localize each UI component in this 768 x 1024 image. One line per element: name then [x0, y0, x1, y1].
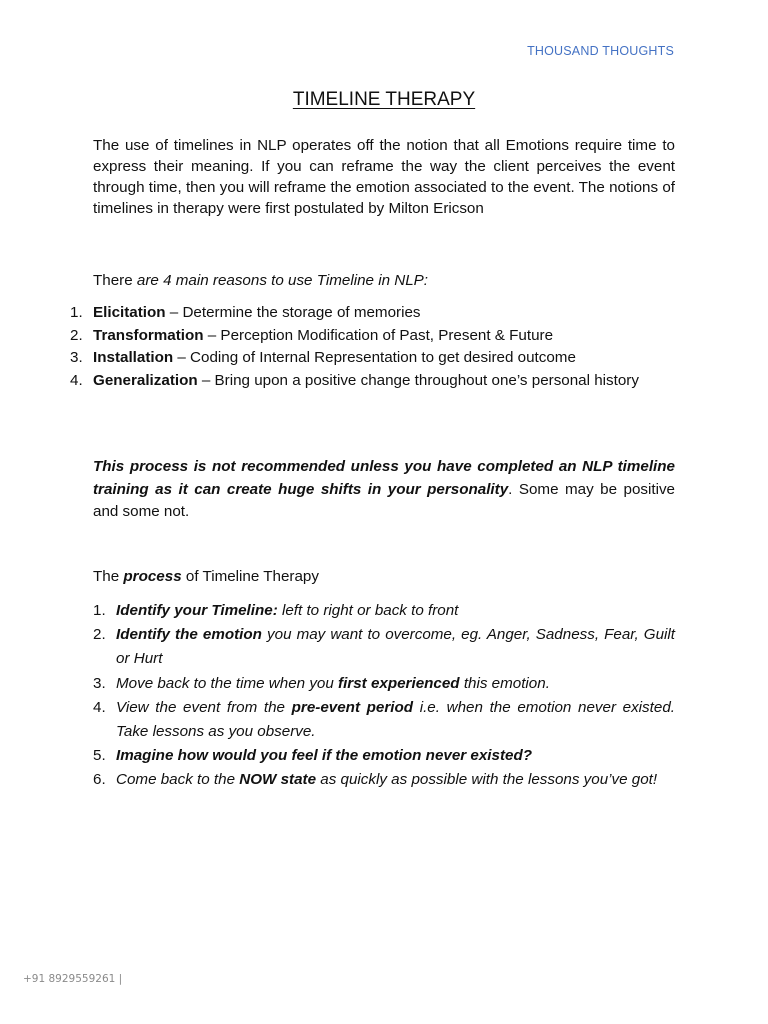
intro-paragraph: The use of timelines in NLP operates off the notion that all Emotions require time to express their meaning. If you can reframe the way the client perceives the event through time, then you will reframe the emotion associated to the event. The notions of timelines in therapy were first postulated by Milton Ericson [93, 137, 675, 217]
list-number: 6. [93, 771, 106, 789]
list-item [93, 744, 675, 768]
step-bold: Identify the emotion [116, 626, 262, 644]
warning-paragraph [93, 456, 675, 524]
list-number: 2. [93, 626, 106, 644]
step-bold: pre-event period [291, 698, 414, 716]
reason-term: Installation [93, 349, 174, 367]
reasons-list [70, 302, 675, 392]
list-item [70, 370, 675, 393]
process-intro-tail: of Timeline Therapy [181, 568, 319, 585]
step-text: Come back to the [116, 771, 240, 789]
list-number: 4. [70, 371, 83, 389]
list-item [93, 623, 676, 671]
list-number: 4. [93, 698, 106, 716]
list-number: 5. [93, 747, 106, 765]
list-number: 2. [70, 326, 83, 344]
document-body [70, 135, 676, 789]
step-text: i.e. when the emotion never existed. Take lessons as you observe. [116, 698, 675, 741]
list-item [70, 302, 675, 325]
step-bold: NOW state [239, 771, 317, 789]
warning-emphasis: This process is not recommended unless you have completed an NLP timeline training as it can create huge shifts in your personality [93, 458, 675, 498]
step-bold: Imagine how would you feel if the emotion never existed? [116, 747, 533, 765]
list-item [70, 325, 675, 348]
step-bold: first experienced [338, 674, 460, 692]
list-item [93, 599, 675, 623]
list-item [93, 696, 675, 744]
reason-desc: – Determine the storage of memories [165, 304, 421, 321]
list-number: 3. [70, 349, 83, 367]
step-text: this emotion. [459, 674, 550, 692]
step-text: you may want to overcome, eg. Anger, Sadness, Fear, Guilt or Hurt [116, 626, 676, 668]
step-bold: Identify your Timeline: [116, 602, 278, 619]
reason-term: Generalization [93, 371, 198, 389]
list-number: 1. [93, 602, 106, 619]
page-title: TIMELINE THERAPY [292, 89, 476, 110]
process-intro-emphasis: process [123, 568, 182, 585]
reason-desc: – Coding of Internal Representation to get desired outcome [173, 349, 576, 367]
footer-phone: +91 8929559261 | [23, 973, 123, 985]
reasons-intro-lead: There [93, 272, 137, 289]
reason-desc: – Perception Modification of Past, Present & Future [203, 326, 554, 344]
list-item [93, 672, 675, 696]
list-number: 3. [93, 674, 106, 692]
process-intro-lead: The [93, 568, 124, 585]
list-number: 1. [70, 304, 83, 321]
list-item [70, 347, 675, 370]
reason-desc: – Bring upon a positive change throughout one’s personal history [197, 371, 639, 389]
warning-rest: . Some may be positive and some not. [93, 480, 675, 520]
process-intro [93, 566, 319, 587]
step-text: left to right or back to front [277, 602, 459, 619]
reason-term: Transformation [93, 326, 204, 344]
step-text: as quickly as possible with the lessons you’ve got! [316, 771, 658, 789]
list-item [93, 768, 675, 792]
reason-term: Elicitation [93, 304, 166, 321]
reasons-intro-italic: are 4 main reasons to use Timeline in NLP: [136, 272, 429, 289]
process-steps-list [93, 599, 676, 793]
header-brand: THOUSAND THOUGHTS [527, 44, 674, 58]
step-text: Move back to the time when you [116, 674, 339, 692]
step-text: View the event from the [116, 698, 292, 716]
reasons-intro [93, 270, 428, 291]
